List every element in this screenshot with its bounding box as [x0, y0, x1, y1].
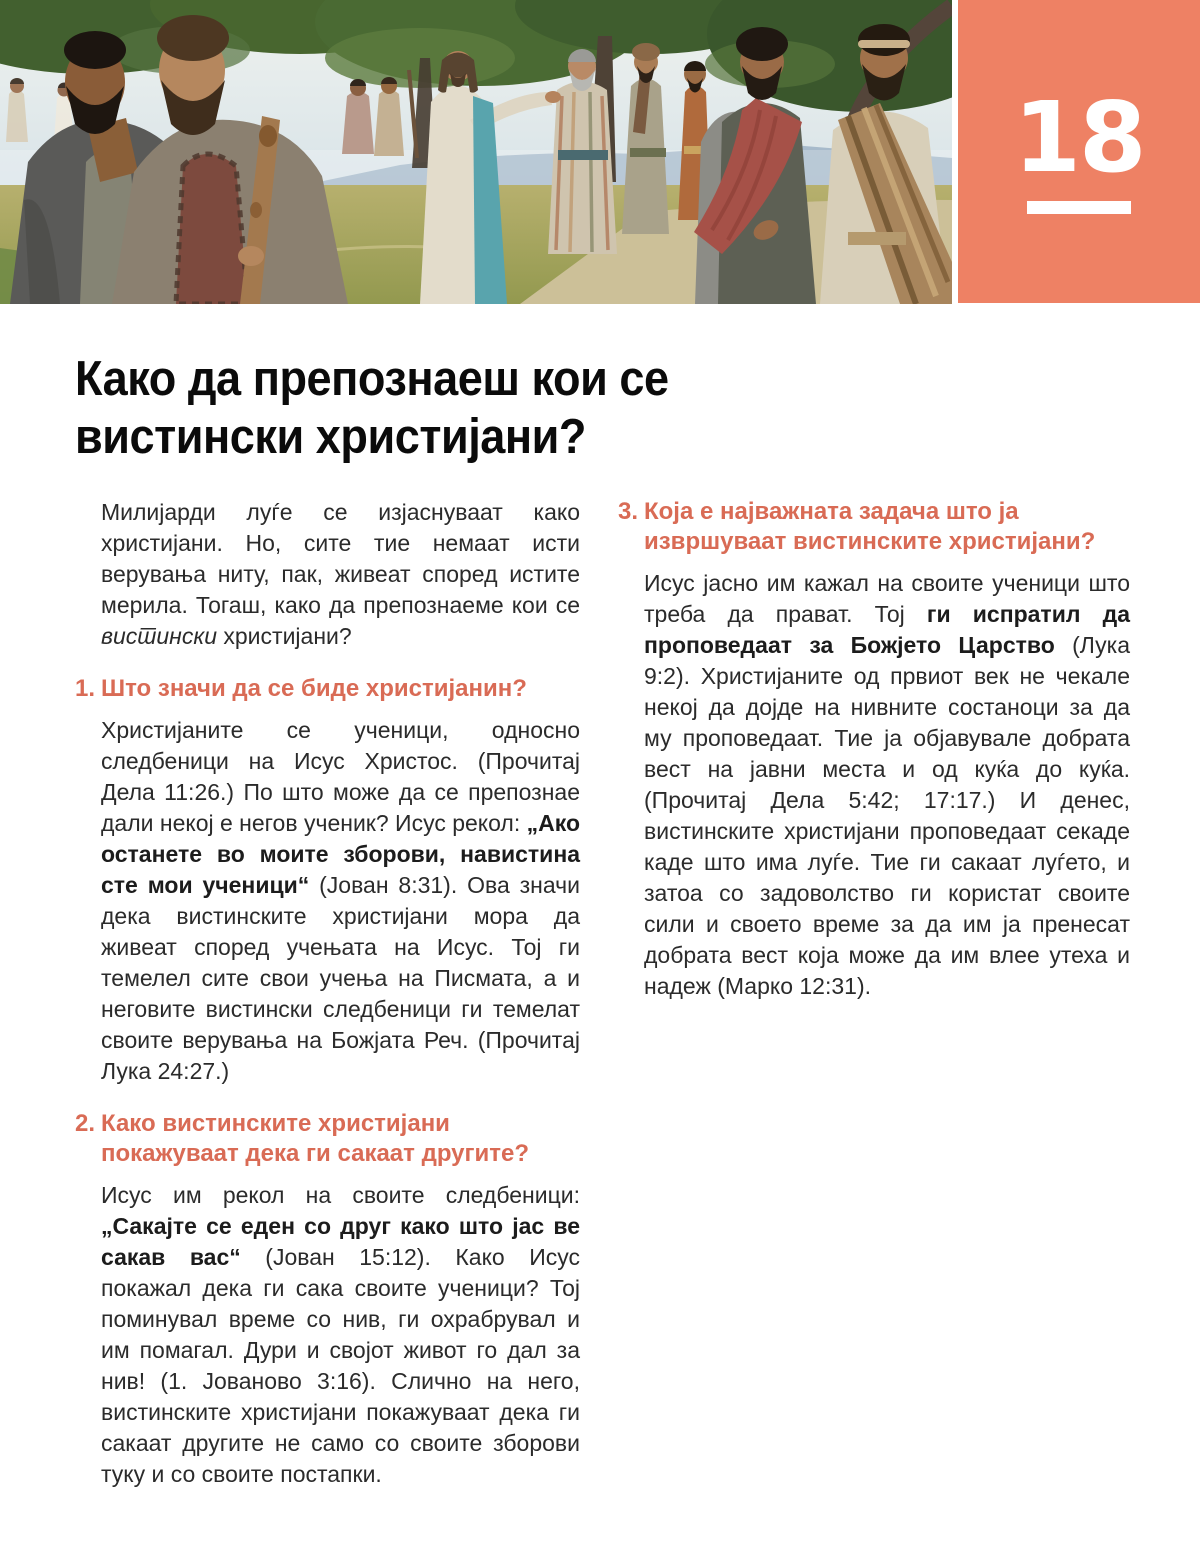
section-1: [75, 674, 580, 1087]
page-title: Како да препознаеш кои се вистински христијани?: [75, 352, 669, 464]
section-3-number: 3.: [618, 498, 639, 525]
section-2-heading: [75, 1109, 580, 1169]
section-2-number: 2.: [75, 1110, 96, 1137]
lesson-number: 18: [1013, 81, 1145, 194]
section-2-paragraph: Исус им рекол на своите следбеници: „Сакајте се еден со друг како што јас ве сакав вас“ (Јован 15:12). Како Исус покажал дека ги сака своите ученици? Тој поминувал време со нив, ги охрабрувал и им помагал. Дури и својот живот го дал за нив! (1. Јованово 3:16). Слично на него, вистинските христијани покажуваат дека ги сакаат другите не само со своите зборови туку и со своите постапки.: [101, 1182, 580, 1487]
section-3-paragraph: Исус јасно им кажал на своите ученици што треба да прават. Тој ги испратил да проповедаат за Божјето Царство (Лука 9:2). Христијаните од првиот век не чекале некој да дојде на нивните состаноци за да му проповедаат. Тие ја објавувале добрата вест на јавни места и од куќа до куќа. (Прочитај Дела 5:42; 17:17.) И денес, вистинските христијани проповедаат секаде каде што има луѓе. Тие ги сакаат луѓето, и затоа со задоволство ги користат своите сили и своето време за да им ја пренесат добрата вест која може да им влее утеха и надеж (Марко 12:31).: [644, 570, 1130, 999]
section-1-heading-text: Што значи да се биде христијанин?: [101, 675, 527, 702]
lesson-underline-bar: [1027, 201, 1131, 214]
left-column: [75, 497, 580, 1490]
hero-banner: [0, 0, 1200, 305]
section-3: [618, 497, 1130, 1002]
section-1-number: 1.: [75, 675, 96, 702]
scene-jesus-and-disciples: [0, 0, 952, 304]
section-1-paragraph: Христијаните се ученици, односно следбеници на Исус Христос. (Прочитај Дела 11:26.) По што може да се препознае дали некој е негов ученик? Исус рекол: „Ако останете во моите зборови, навистина сте мои ученици“ (Јован 8:31). Ова значи дека вистинските христијани мора да живеат според учењата на Исус. Тој ги темелел сите свои учења на Писмата, а и неговите вистински следбеници ги темелат своите верувања на Божјата Реч. (Прочитај Лука 24:27.): [101, 717, 580, 1084]
section-3-heading: [618, 497, 1130, 557]
section-3-heading-text: Која е најважната задача што ја извршуваат вистинските христијани?: [644, 498, 1096, 555]
hero-photo: [0, 0, 952, 304]
section-2: [75, 1109, 580, 1490]
content-columns: [75, 497, 1130, 1490]
section-2-heading-text: Како вистинските христијани покажуваат дека ги сакаат другите?: [101, 1110, 530, 1167]
intro-paragraph: Милијарди луѓе се изјаснуваат како христијани. Но, сите тие немаат исти верувања ниту, пак, живеат според истите мерила. Тогаш, како да препознаеме кои се вистински христијани?: [101, 499, 580, 649]
lesson-number-badge: [958, 0, 1200, 303]
section-1-heading: [75, 674, 580, 704]
right-column: [618, 497, 1130, 1490]
